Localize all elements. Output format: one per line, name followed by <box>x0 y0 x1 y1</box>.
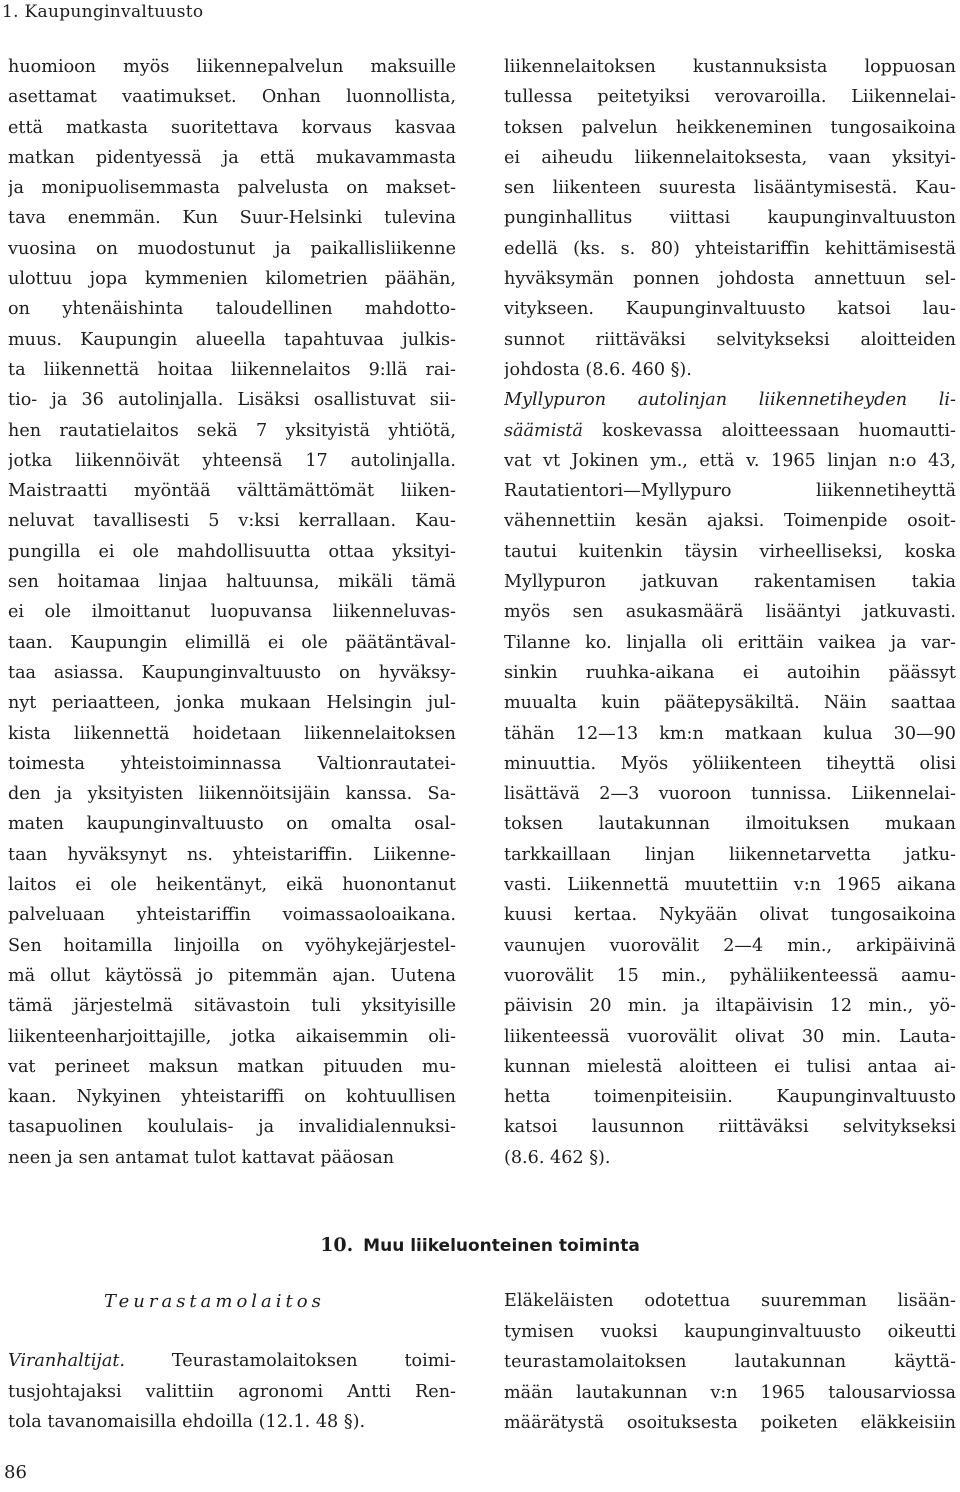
text-line: taa asiassa. Kaupunginvaltuusto on hyväksy- <box>8 662 456 683</box>
text-line: liikennelaitoksen kustannuksista loppuosan <box>504 57 956 77</box>
text-line: ja monipuolisemmasta palvelusta on makset- <box>8 178 456 199</box>
text-line: huomioon myös liikennepalvelun maksuille <box>8 57 456 77</box>
running-head: 1. Kaupunginvaltuusto <box>2 2 204 22</box>
text-line: (8.6. 462 §). <box>504 1147 611 1168</box>
text-line: Rautatientori—Myllypuro liikennetiheyttä <box>504 481 956 502</box>
text-line: den ja yksityisten liikennöitsijäin kanssa. Sa- <box>8 784 456 805</box>
text-line <box>8 1346 456 1377</box>
text-line: kuusi kertaa. Nykyään olivat tungosaikoina <box>504 905 956 926</box>
text-line: neen ja sen antamat tulot kattavat pääosan <box>8 1147 395 1168</box>
text-line: minuuttia. Myös yöliikenteen tiheyttä olisi <box>504 753 956 774</box>
text-line: vitykseen. Kaupunginvaltuusto katsoi lau- <box>504 299 956 320</box>
text-line: mä ollut käytössä jo pitemmän ajan. Uutena <box>8 965 456 986</box>
text-line: palveluaan yhteistariffin voimassaoloaikana. <box>8 905 456 926</box>
text-line: vat perineet maksun matkan pituuden mu- <box>8 1056 456 1077</box>
text-line: tasapuolinen koululais- ja invalidialennuksi- <box>8 1117 456 1138</box>
text-line: toksen lautakunnan ilmoituksen mukaan <box>504 814 956 835</box>
text-line: Eläkeläisten odotettua suuremman lisään- <box>504 1291 956 1311</box>
text-line: sen hoitamaa linjaa haltuunsa, mikäli tämä <box>8 572 456 593</box>
text-line: ei aiheudu liikennelaitoksesta, vaan yksityi- <box>504 147 956 168</box>
text-line: määrätystä osoituksesta poiketen eläkkeisiin <box>504 1413 956 1433</box>
text-line: vat vt Jokinen ym., että v. 1965 linjan n:o 43, <box>504 450 956 471</box>
text-line: katsoi lausunnon riittäväksi selvitykseksi <box>504 1117 956 1138</box>
text-line: vuorovälit 15 min., pyhäliikenteessä aamu- <box>504 965 956 986</box>
text-line: liikenteessä vuorovälit olivat 30 min. Lauta- <box>504 1026 956 1047</box>
text-line: päivisin 20 min. ja iltapäivisin 12 min., yö- <box>504 996 956 1017</box>
text-line: vasti. Liikennettä muutettiin v:n 1965 aikana <box>504 875 956 896</box>
text-line: tautui kuitenkin täysin virheelliseksi, koska <box>504 541 956 562</box>
text-line: tusjohtajaksi valittiin agronomi Antti Ren- <box>8 1381 456 1402</box>
text-line <box>504 416 956 446</box>
text-line: tio- ja 36 autolinjalla. Lisäksi osallistuvat sii- <box>8 390 456 411</box>
text-line: lisättävä 2—3 vuoroon tunnissa. Liikennelai- <box>504 784 956 805</box>
text-line: tullessa peitetyiksi verovaroilla. Liikennelai- <box>504 87 956 108</box>
text-line: on yhtenäishinta taloudellinen mahdotto- <box>8 299 456 320</box>
text-line: laitos ei ole heikentänyt, eikä huonontanut <box>8 875 456 896</box>
text-line: toksen palvelun heikkeneminen tungosaikoina <box>504 117 956 138</box>
text-line: ulottuu jopa kymmenien kilometrien päähän, <box>8 269 456 290</box>
text-line: myös sen asukasmäärä lisääntyi jatkuvasti. <box>504 602 956 623</box>
text-line: sunnot riittäväksi selvitykseksi aloitteiden <box>504 329 956 350</box>
text-line: taan. Kaupungin elimillä ei ole päätäntäval- <box>8 632 456 653</box>
text-line: Tilanne ko. linjalla oli erittäin vaikea ja var- <box>504 632 956 653</box>
text-line: taan hyväksynyt ns. yhteistariffin. Liikenne- <box>8 844 456 865</box>
text-line: hetta toimenpiteisiin. Kaupunginvaltuusto <box>504 1087 956 1108</box>
italic-lead: Myllypuron autolinjan liikennetiheyden li- <box>504 390 956 411</box>
text-line: hen rautatielaitos sekä 7 yksityistä yhtiötä, <box>8 420 456 441</box>
section-title: Muu liikeluonteinen toiminta <box>363 1236 640 1256</box>
section-heading <box>0 1234 960 1256</box>
text-line: neluvat tavallisesti 5 v:ksi kerrallaan. Kau- <box>8 511 456 532</box>
left-column <box>8 52 456 1173</box>
text-line: toimesta yhteistoiminnassa Valtionrautatei- <box>8 753 456 774</box>
text-line: tähän 12—13 km:n matkaan kulua 30—90 <box>504 723 956 744</box>
text-line: että matkasta suoritettava korvaus kasvaa <box>8 117 456 138</box>
subsection-heading: Teurastamolaitos <box>104 1291 325 1312</box>
text-line: pungilla ei ole mahdollisuutta ottaa yksityi- <box>8 541 456 562</box>
right-column <box>504 52 956 1173</box>
text-line: sinkin ruuhka-aikana ei autoihin päässyt <box>504 662 956 683</box>
text-fragment: koskevassa aloitteessaan huomautti- <box>582 420 956 441</box>
text-line: kunnan mielestä aloitteen ei tulisi antaa ai- <box>504 1056 956 1077</box>
text-line: matkan pidentyessä ja että mukavammasta <box>8 147 456 168</box>
text-fragment: Teurastamolaitoksen toimi- <box>125 1351 456 1371</box>
text-line: Myllypuron jatkuvan rakentamisen takia <box>504 572 956 593</box>
section-number: 10. <box>320 1234 354 1256</box>
italic-lead: Viranhaltijat. <box>8 1351 126 1371</box>
text-line: sen liikenteen suuresta lisääntymisestä. Kau- <box>504 178 956 199</box>
text-line: muualta kuin päätepysäkiltä. Näin saattaa <box>504 693 956 714</box>
text-line: kaan. Nykyinen yhteistariffi on kohtuullisen <box>8 1087 456 1108</box>
text-line: maten kaupunginvaltuusto on omalta osal- <box>8 814 456 835</box>
text-line: tämä järjestelmä sitävastoin tuli yksityisille <box>8 996 456 1017</box>
text-line: ta liikennettä hoitaa liikennelaitos 9:llä rai- <box>8 359 456 380</box>
text-line: johdosta (8.6. 460 §). <box>504 359 692 380</box>
text-line: edellä (ks. s. 80) yhteistariffin kehittämisestä <box>504 238 956 259</box>
text-line: teurastamolaitoksen lautakunnan käyttä- <box>504 1352 956 1372</box>
text-line: hyväksymän ponnen johdosta annettuun sel- <box>504 269 956 290</box>
text-line: tola tavanomaisilla ehdoilla (12.1. 48 §). <box>8 1412 366 1432</box>
text-line: liikenteenharjoittajille, jotka aikaisemmin oli- <box>8 1026 456 1047</box>
text-line: kista liikennettä hoidetaan liikennelaitoksen <box>8 723 456 744</box>
text-line: vähennettiin kesän ajaksi. Toimenpide osoit- <box>504 511 956 532</box>
text-line: vuosina on muodostunut ja paikallisliikenne <box>8 238 456 259</box>
italic-lead-end: säämistä <box>504 420 583 441</box>
text-line: mään lautakunnan v:n 1965 talousarviossa <box>504 1382 956 1403</box>
text-line: vaunujen vuorovälit 2—4 min., arkipäivinä <box>504 935 956 956</box>
bottom-right-paragraph <box>504 1286 956 1439</box>
text-line: Maistraatti myöntää välttämättömät liiken- <box>8 481 456 502</box>
text-line: asettamat vaatimukset. Onhan luonnollista, <box>8 87 456 108</box>
text-line: tava enemmän. Kun Suur-Helsinki tulevina <box>8 208 456 229</box>
text-line: ei ole ilmoittanut luopuvansa liikenneluvas- <box>8 602 456 623</box>
text-line: tymisen vuoksi kaupunginvaltuusto oikeutti <box>504 1321 956 1342</box>
page-number: 86 <box>4 1462 27 1483</box>
text-line: nyt periaatteen, jonka mukaan Helsingin jul- <box>8 693 456 714</box>
text-line: muus. Kaupungin alueella tapahtuvaa julkis- <box>8 329 456 350</box>
italic-lead-line <box>504 385 956 415</box>
text-line: punginhallitus viittasi kaupunginvaltuuston <box>504 208 956 229</box>
text-line: Sen hoitamilla linjoilla on vyöhykejärjestel- <box>8 935 456 956</box>
text-line: jotka liikennöivät yhteensä 17 autolinjalla. <box>8 450 456 471</box>
bottom-left-paragraph <box>8 1346 456 1438</box>
text-line: tarkkaillaan linjan liikennetarvetta jatku- <box>504 844 956 865</box>
